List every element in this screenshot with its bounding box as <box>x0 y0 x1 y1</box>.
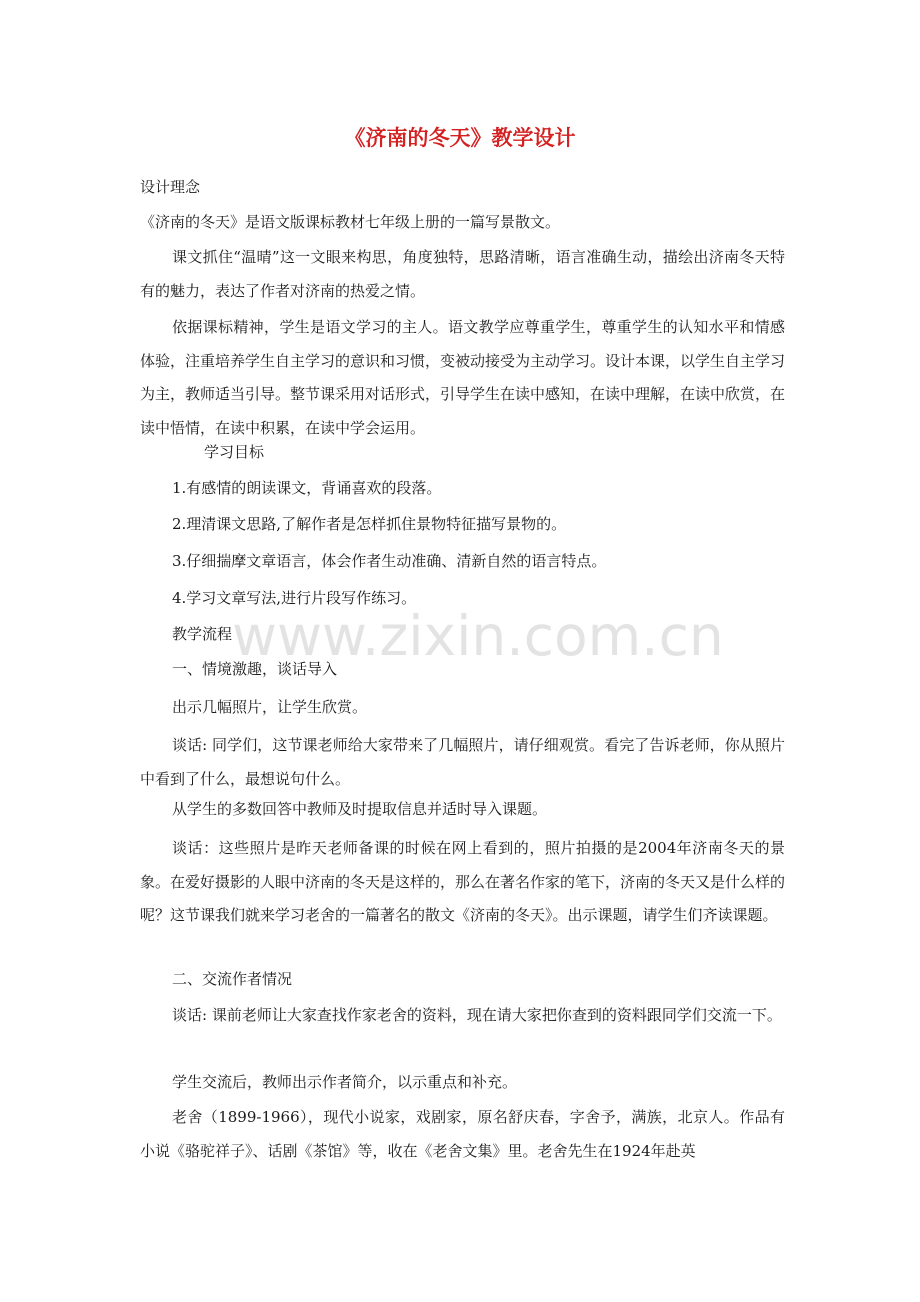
section-heading-teaching-process: 教学流程 <box>172 625 233 643</box>
paragraph: 谈话: 课前老师让大家查找作家老舍的资料，现在请大家把你查到的资料跟同学们交流一下。 <box>172 1006 782 1024</box>
paragraph: 学生交流后，教师出示作者简介，以示重点和补充。 <box>172 1073 518 1091</box>
paragraph: 谈话: 同学们，这节课老师给大家带来了几幅照片，请仔细观赏。看完了告诉老师，你从照片中看到了什么，最想说句什么。 <box>140 736 785 788</box>
document-title: 《济南的冬天》教学设计 <box>344 126 576 150</box>
paragraph: 谈话：这些照片是昨天老师备课的时候在网上看到的，照片拍摄的是2004年济南冬天的景象。在爱好摄影的人眼中济南的冬天是这样的，那么在著名作家的笔下，济南的冬天又是什么样的呢？这节课我们就来学习老舍的一篇著名的散文《济南的冬天》。出示课题，请学生们齐读课题。 <box>140 839 786 924</box>
paragraph: 《济南的冬天》是语文版课标教材七年级上册的一篇写景散文。 <box>140 213 561 231</box>
list-item: 2.理清课文思路,了解作者是怎样抓住景物特征描写景物的。 <box>172 515 567 533</box>
list-item: 3.仔细揣摩文章语言，体会作者生动准确、清新自然的语言特点。 <box>172 552 607 570</box>
paragraph: 出示几幅照片，让学生欣赏。 <box>172 698 368 716</box>
paragraph: 课文抓住“温晴”这一文眼来构思，角度独特，思路清晰，语言准确生动，描绘出济南冬天特有的魅力，表达了作者对济南的热爱之情。 <box>140 248 785 300</box>
paragraph: 从学生的多数回答中教师及时提取信息并适时导入课题。 <box>172 800 548 818</box>
list-item: 1.有感情的朗读课文，背诵喜欢的段落。 <box>172 479 442 497</box>
section-heading-design-concept: 设计理念 <box>140 178 201 196</box>
paragraph: 老舍（1899-1966），现代小说家，戏剧家，原名舒庆春，字舍予，满族，北京人。作品有小说《骆驼祥子》、话剧《茶馆》等，收在《老舍文集》里。老舍先生在1924年赴英 <box>140 1108 785 1160</box>
subsection-heading: 一、情境激趣，谈话导入 <box>172 660 338 678</box>
section-heading-learning-goals: 学习目标 <box>204 443 265 461</box>
subsection-heading: 二、交流作者情况 <box>172 970 293 988</box>
watermark: www.zixin.com.cn <box>232 604 724 668</box>
paragraph: 依据课标精神，学生是语文学习的主人。语文教学应尊重学生，尊重学生的认知水平和情感体验，注重培养学生自主学习的意识和习惯，变被动接受为主动学习。设计本课，以学生自主学习为主，教师适当引导。整节课采用对话形式，引导学生在读中感知，在读中理解，在读中欣赏，在读中悟情，在读中积累，在读中学会运用。 <box>140 318 786 437</box>
list-item: 4.学习文章写法,进行片段写作练习。 <box>172 589 417 607</box>
